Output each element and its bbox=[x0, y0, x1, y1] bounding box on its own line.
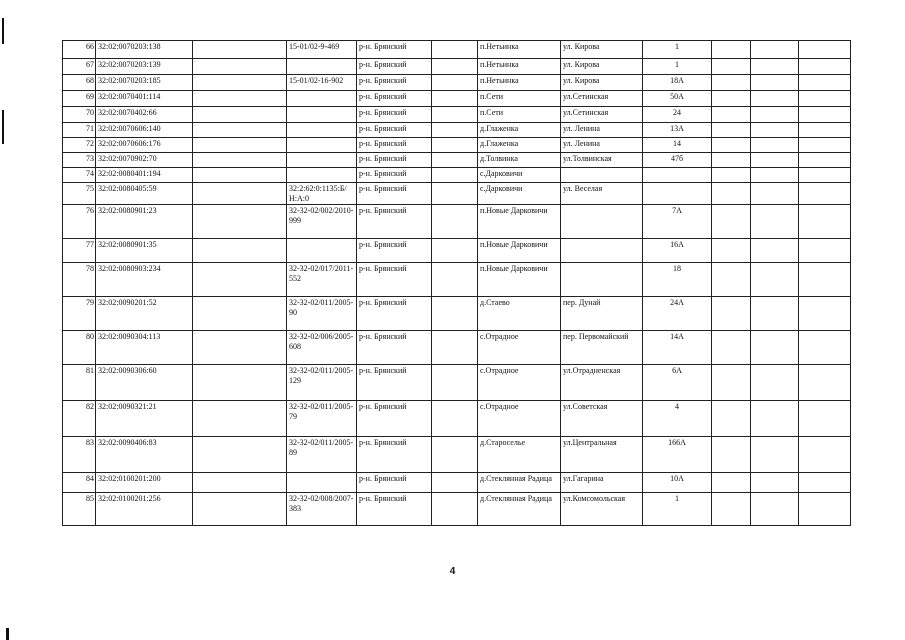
empty-cell bbox=[751, 168, 799, 183]
cadastral-number-cell: 32:02:0070902:70 bbox=[96, 153, 193, 168]
row-number-cell: 67 bbox=[63, 59, 96, 75]
house-number-cell: 18 bbox=[643, 263, 712, 297]
empty-cell bbox=[193, 75, 287, 91]
empty-cell bbox=[751, 59, 799, 75]
cadastral-number-cell: 32:02:0090201:52 bbox=[96, 297, 193, 331]
settlement-cell: п.Нетьинка bbox=[478, 59, 561, 75]
settlement-cell: п.Нетьинка bbox=[478, 75, 561, 91]
empty-cell bbox=[432, 365, 478, 401]
empty-cell bbox=[193, 168, 287, 183]
street-cell bbox=[561, 263, 643, 297]
street-cell: ул.Отрадненская bbox=[561, 365, 643, 401]
empty-cell bbox=[432, 239, 478, 263]
empty-cell bbox=[799, 59, 851, 75]
district-cell: р-н. Брянский bbox=[357, 75, 432, 91]
table-row bbox=[63, 365, 851, 401]
scan-edge-mark bbox=[2, 110, 4, 144]
registration-number-cell bbox=[287, 138, 357, 153]
settlement-cell: д.Стаево bbox=[478, 297, 561, 331]
district-cell: р-н. Брянский bbox=[357, 59, 432, 75]
settlement-cell: с.Отрадное bbox=[478, 401, 561, 437]
house-number-cell: 24А bbox=[643, 297, 712, 331]
empty-cell bbox=[432, 123, 478, 138]
table-row bbox=[63, 138, 851, 153]
empty-cell bbox=[799, 493, 851, 526]
empty-cell bbox=[712, 138, 751, 153]
empty-cell bbox=[799, 107, 851, 123]
district-cell: р-н. Брянский bbox=[357, 263, 432, 297]
page-number: 4 bbox=[449, 566, 456, 577]
empty-cell bbox=[799, 239, 851, 263]
empty-cell bbox=[193, 297, 287, 331]
empty-cell bbox=[193, 401, 287, 437]
row-number-cell: 85 bbox=[63, 493, 96, 526]
house-number-cell: 10А bbox=[643, 473, 712, 493]
street-cell: ул. Ленина bbox=[561, 123, 643, 138]
street-cell: ул.Советская bbox=[561, 401, 643, 437]
empty-cell bbox=[712, 153, 751, 168]
street-cell: пер. Дунай bbox=[561, 297, 643, 331]
row-number-cell: 81 bbox=[63, 365, 96, 401]
table-row bbox=[63, 91, 851, 107]
registration-number-cell: 15-01/02-16-902 bbox=[287, 75, 357, 91]
row-number-cell: 77 bbox=[63, 239, 96, 263]
settlement-cell: д.Глаженка bbox=[478, 138, 561, 153]
settlement-cell: с.Отрадное bbox=[478, 365, 561, 401]
table-row bbox=[63, 75, 851, 91]
empty-cell bbox=[712, 41, 751, 59]
settlement-cell: п.Нетьинка bbox=[478, 41, 561, 59]
empty-cell bbox=[712, 365, 751, 401]
table-row bbox=[63, 205, 851, 239]
empty-cell bbox=[432, 75, 478, 91]
empty-cell bbox=[751, 107, 799, 123]
empty-cell bbox=[751, 123, 799, 138]
scan-edge-mark bbox=[2, 18, 4, 44]
district-cell: р-н. Брянский bbox=[357, 331, 432, 365]
settlement-cell: д.Стеклянная Радица bbox=[478, 493, 561, 526]
empty-cell bbox=[799, 75, 851, 91]
district-cell: р-н. Брянский bbox=[357, 183, 432, 205]
table-row bbox=[63, 331, 851, 365]
district-cell: р-н. Брянский bbox=[357, 365, 432, 401]
registry-table-body bbox=[63, 41, 851, 526]
empty-cell bbox=[193, 153, 287, 168]
registration-number-cell bbox=[287, 107, 357, 123]
cadastral-number-cell: 32:02:0070203:138 bbox=[96, 41, 193, 59]
district-cell: р-н. Брянский bbox=[357, 493, 432, 526]
empty-cell bbox=[799, 437, 851, 473]
street-cell: ул.Комсомольская bbox=[561, 493, 643, 526]
empty-cell bbox=[193, 59, 287, 75]
settlement-cell: д.Толвинка bbox=[478, 153, 561, 168]
house-number-cell: 1 bbox=[643, 493, 712, 526]
district-cell: р-н. Брянский bbox=[357, 107, 432, 123]
table-row bbox=[63, 401, 851, 437]
settlement-cell: п.Новые Дарковичи bbox=[478, 205, 561, 239]
empty-cell bbox=[712, 401, 751, 437]
empty-cell bbox=[712, 168, 751, 183]
property-registry-table bbox=[62, 40, 851, 526]
empty-cell bbox=[712, 205, 751, 239]
empty-cell bbox=[799, 123, 851, 138]
district-cell: р-н. Брянский bbox=[357, 437, 432, 473]
registration-number-cell bbox=[287, 239, 357, 263]
settlement-cell: с.Дарковичи bbox=[478, 168, 561, 183]
table-row bbox=[63, 239, 851, 263]
empty-cell bbox=[751, 75, 799, 91]
empty-cell bbox=[799, 331, 851, 365]
empty-cell bbox=[799, 138, 851, 153]
district-cell: р-н. Брянский bbox=[357, 168, 432, 183]
row-number-cell: 80 bbox=[63, 331, 96, 365]
row-number-cell: 78 bbox=[63, 263, 96, 297]
empty-cell bbox=[712, 75, 751, 91]
cadastral-number-cell: 32:02:0080405:59 bbox=[96, 183, 193, 205]
cadastral-number-cell: 32:02:0070402:66 bbox=[96, 107, 193, 123]
table-row bbox=[63, 473, 851, 493]
cadastral-number-cell: 32:02:0080901:23 bbox=[96, 205, 193, 239]
settlement-cell: д.Глаженка bbox=[478, 123, 561, 138]
empty-cell bbox=[751, 401, 799, 437]
empty-cell bbox=[799, 41, 851, 59]
empty-cell bbox=[799, 365, 851, 401]
cadastral-number-cell: 32:02:0080901:35 bbox=[96, 239, 193, 263]
empty-cell bbox=[751, 91, 799, 107]
registration-number-cell: 32-32-02/008/2007-383 bbox=[287, 493, 357, 526]
row-number-cell: 74 bbox=[63, 168, 96, 183]
district-cell: р-н. Брянский bbox=[357, 297, 432, 331]
cadastral-number-cell: 32:02:0090306:60 bbox=[96, 365, 193, 401]
registration-number-cell: 32-32-02/011/2005-79 bbox=[287, 401, 357, 437]
empty-cell bbox=[432, 138, 478, 153]
house-number-cell: 24 bbox=[643, 107, 712, 123]
district-cell: р-н. Брянский bbox=[357, 123, 432, 138]
empty-cell bbox=[193, 41, 287, 59]
empty-cell bbox=[193, 123, 287, 138]
empty-cell bbox=[799, 168, 851, 183]
empty-cell bbox=[799, 91, 851, 107]
empty-cell bbox=[193, 138, 287, 153]
empty-cell bbox=[712, 331, 751, 365]
empty-cell bbox=[799, 153, 851, 168]
row-number-cell: 79 bbox=[63, 297, 96, 331]
empty-cell bbox=[193, 437, 287, 473]
empty-cell bbox=[432, 41, 478, 59]
table-row bbox=[63, 168, 851, 183]
cadastral-number-cell: 32:02:0070606:140 bbox=[96, 123, 193, 138]
house-number-cell: 13А bbox=[643, 123, 712, 138]
empty-cell bbox=[751, 183, 799, 205]
table-row bbox=[63, 59, 851, 75]
settlement-cell: п.Сети bbox=[478, 91, 561, 107]
empty-cell bbox=[799, 473, 851, 493]
empty-cell bbox=[712, 297, 751, 331]
street-cell: ул.Сетинская bbox=[561, 107, 643, 123]
empty-cell bbox=[432, 493, 478, 526]
table-row bbox=[63, 41, 851, 59]
empty-cell bbox=[751, 297, 799, 331]
empty-cell bbox=[432, 401, 478, 437]
empty-cell bbox=[751, 239, 799, 263]
row-number-cell: 84 bbox=[63, 473, 96, 493]
house-number-cell: 6А bbox=[643, 365, 712, 401]
empty-cell bbox=[712, 123, 751, 138]
street-cell bbox=[561, 168, 643, 183]
empty-cell bbox=[712, 473, 751, 493]
registration-number-cell: 32-32-02/011/2005-129 bbox=[287, 365, 357, 401]
empty-cell bbox=[432, 153, 478, 168]
empty-cell bbox=[432, 107, 478, 123]
empty-cell bbox=[432, 473, 478, 493]
table-row bbox=[63, 123, 851, 138]
row-number-cell: 66 bbox=[63, 41, 96, 59]
empty-cell bbox=[712, 91, 751, 107]
house-number-cell: 18А bbox=[643, 75, 712, 91]
empty-cell bbox=[712, 183, 751, 205]
empty-cell bbox=[751, 365, 799, 401]
empty-cell bbox=[193, 365, 287, 401]
empty-cell bbox=[751, 138, 799, 153]
settlement-cell: д.Староселье bbox=[478, 437, 561, 473]
empty-cell bbox=[712, 263, 751, 297]
empty-cell bbox=[799, 205, 851, 239]
table-row bbox=[63, 493, 851, 526]
street-cell bbox=[561, 205, 643, 239]
empty-cell bbox=[751, 41, 799, 59]
house-number-cell: 50А bbox=[643, 91, 712, 107]
house-number-cell bbox=[643, 168, 712, 183]
registration-number-cell bbox=[287, 473, 357, 493]
empty-cell bbox=[193, 183, 287, 205]
empty-cell bbox=[193, 263, 287, 297]
empty-cell bbox=[799, 401, 851, 437]
district-cell: р-н. Брянский bbox=[357, 239, 432, 263]
street-cell: ул. Кирова bbox=[561, 75, 643, 91]
street-cell: ул. Ленина bbox=[561, 138, 643, 153]
house-number-cell: 47б bbox=[643, 153, 712, 168]
empty-cell bbox=[432, 297, 478, 331]
house-number-cell: 14А bbox=[643, 331, 712, 365]
row-number-cell: 70 bbox=[63, 107, 96, 123]
empty-cell bbox=[751, 205, 799, 239]
row-number-cell: 76 bbox=[63, 205, 96, 239]
row-number-cell: 68 bbox=[63, 75, 96, 91]
district-cell: р-н. Брянский bbox=[357, 41, 432, 59]
district-cell: р-н. Брянский bbox=[357, 473, 432, 493]
empty-cell bbox=[712, 239, 751, 263]
row-number-cell: 69 bbox=[63, 91, 96, 107]
street-cell: ул. Кирова bbox=[561, 59, 643, 75]
row-number-cell: 72 bbox=[63, 138, 96, 153]
empty-cell bbox=[432, 168, 478, 183]
district-cell: р-н. Брянский bbox=[357, 91, 432, 107]
registration-number-cell: 32-32-02/011/2005-90 bbox=[287, 297, 357, 331]
empty-cell bbox=[193, 493, 287, 526]
empty-cell bbox=[799, 297, 851, 331]
cadastral-number-cell: 32:02:0090321:21 bbox=[96, 401, 193, 437]
district-cell: р-н. Брянский bbox=[357, 205, 432, 239]
house-number-cell: 1 bbox=[643, 41, 712, 59]
cadastral-number-cell: 32:02:0090304:113 bbox=[96, 331, 193, 365]
street-cell: ул.Толвинская bbox=[561, 153, 643, 168]
street-cell: ул.Центральная bbox=[561, 437, 643, 473]
empty-cell bbox=[712, 437, 751, 473]
house-number-cell: 4 bbox=[643, 401, 712, 437]
table-row bbox=[63, 153, 851, 168]
cadastral-number-cell: 32:02:0080401:194 bbox=[96, 168, 193, 183]
empty-cell bbox=[799, 183, 851, 205]
row-number-cell: 82 bbox=[63, 401, 96, 437]
empty-cell bbox=[193, 91, 287, 107]
street-cell: ул. Веселая bbox=[561, 183, 643, 205]
empty-cell bbox=[193, 473, 287, 493]
registration-number-cell bbox=[287, 59, 357, 75]
district-cell: р-н. Брянский bbox=[357, 153, 432, 168]
street-cell: ул. Кирова bbox=[561, 41, 643, 59]
empty-cell bbox=[432, 205, 478, 239]
table-row bbox=[63, 437, 851, 473]
empty-cell bbox=[799, 263, 851, 297]
cadastral-number-cell: 32:02:0080903:234 bbox=[96, 263, 193, 297]
house-number-cell: 16А bbox=[643, 239, 712, 263]
empty-cell bbox=[432, 437, 478, 473]
row-number-cell: 73 bbox=[63, 153, 96, 168]
empty-cell bbox=[432, 91, 478, 107]
table-row bbox=[63, 297, 851, 331]
empty-cell bbox=[432, 263, 478, 297]
settlement-cell: д.Стеклянная Радица bbox=[478, 473, 561, 493]
empty-cell bbox=[712, 493, 751, 526]
registration-number-cell: 32-32-02/017/2011-552 bbox=[287, 263, 357, 297]
cadastral-number-cell: 32:02:0100201:256 bbox=[96, 493, 193, 526]
registration-number-cell: 32-32-02/002/2010-999 bbox=[287, 205, 357, 239]
empty-cell bbox=[432, 59, 478, 75]
district-cell: р-н. Брянский bbox=[357, 138, 432, 153]
street-cell: пер. Первомайский bbox=[561, 331, 643, 365]
empty-cell bbox=[712, 107, 751, 123]
empty-cell bbox=[751, 473, 799, 493]
cadastral-number-cell: 32:02:0070203:139 bbox=[96, 59, 193, 75]
house-number-cell: 7А bbox=[643, 205, 712, 239]
house-number-cell: 166А bbox=[643, 437, 712, 473]
empty-cell bbox=[193, 239, 287, 263]
empty-cell bbox=[193, 107, 287, 123]
empty-cell bbox=[712, 59, 751, 75]
row-number-cell: 83 bbox=[63, 437, 96, 473]
table-row bbox=[63, 263, 851, 297]
house-number-cell: 1 bbox=[643, 59, 712, 75]
registration-number-cell: 32-32-02/011/2005-89 bbox=[287, 437, 357, 473]
empty-cell bbox=[193, 205, 287, 239]
cadastral-number-cell: 32:02:0100201:200 bbox=[96, 473, 193, 493]
table-row bbox=[63, 107, 851, 123]
settlement-cell: п.Сети bbox=[478, 107, 561, 123]
row-number-cell: 71 bbox=[63, 123, 96, 138]
registration-number-cell bbox=[287, 123, 357, 138]
empty-cell bbox=[751, 331, 799, 365]
cadastral-number-cell: 32:02:0090406:83 bbox=[96, 437, 193, 473]
empty-cell bbox=[751, 263, 799, 297]
street-cell: ул.Сетинская bbox=[561, 91, 643, 107]
empty-cell bbox=[432, 331, 478, 365]
registration-number-cell: 15-01/02-9-469 bbox=[287, 41, 357, 59]
settlement-cell: с.Отрадное bbox=[478, 331, 561, 365]
row-number-cell: 75 bbox=[63, 183, 96, 205]
district-cell: р-н. Брянский bbox=[357, 401, 432, 437]
registration-number-cell bbox=[287, 91, 357, 107]
table-row bbox=[63, 183, 851, 205]
empty-cell bbox=[751, 153, 799, 168]
settlement-cell: п.Новые Дарковичи bbox=[478, 263, 561, 297]
registration-number-cell: 32-32-02/006/2005-608 bbox=[287, 331, 357, 365]
street-cell bbox=[561, 239, 643, 263]
settlement-cell: п.Новые Дарковичи bbox=[478, 239, 561, 263]
settlement-cell: с.Дарковичи bbox=[478, 183, 561, 205]
empty-cell bbox=[193, 331, 287, 365]
house-number-cell: 14 bbox=[643, 138, 712, 153]
registration-number-cell: 32:2:62:0:1135:Б/Н:А:0 bbox=[287, 183, 357, 205]
scan-edge-mark bbox=[6, 628, 9, 640]
cadastral-number-cell: 32:02:0070401:114 bbox=[96, 91, 193, 107]
cadastral-number-cell: 32:02:0070606:176 bbox=[96, 138, 193, 153]
house-number-cell bbox=[643, 183, 712, 205]
street-cell: ул.Гагарина bbox=[561, 473, 643, 493]
empty-cell bbox=[751, 493, 799, 526]
empty-cell bbox=[751, 437, 799, 473]
cadastral-number-cell: 32:02:0070203:185 bbox=[96, 75, 193, 91]
registration-number-cell bbox=[287, 168, 357, 183]
empty-cell bbox=[432, 183, 478, 205]
registration-number-cell bbox=[287, 153, 357, 168]
